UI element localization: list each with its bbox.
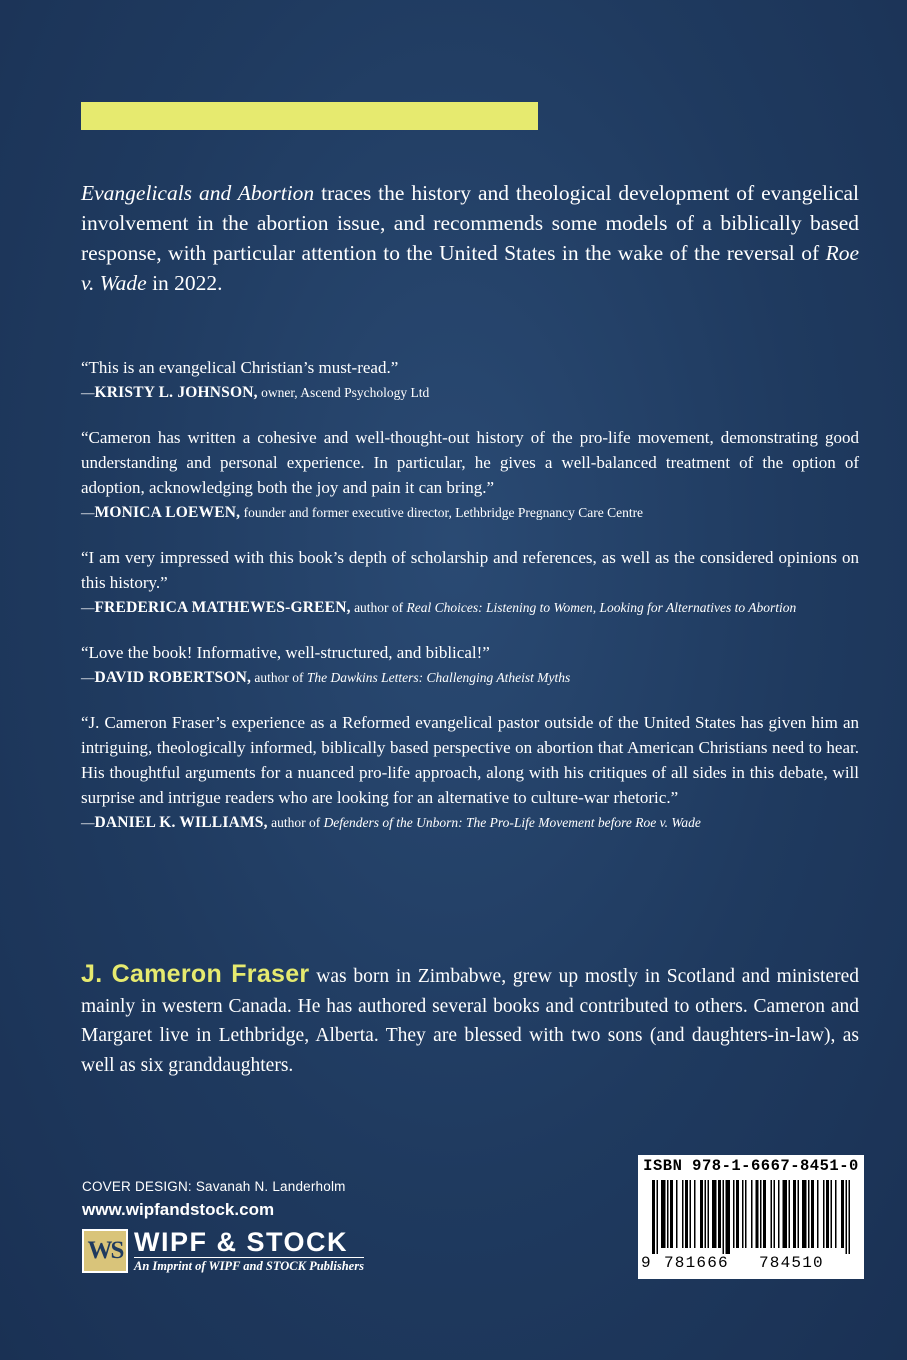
- barcode-bar: [694, 1180, 696, 1248]
- book-blurb: [81, 178, 859, 298]
- publisher-credits: [82, 1178, 364, 1274]
- publisher-website[interactable]: www.wipfandstock.com: [82, 1200, 275, 1219]
- isbn-barcode: [638, 1155, 864, 1279]
- barcode-bar: [712, 1180, 717, 1248]
- endorsement-quote: “Cameron has written a cohesive and well-thought-out history of the pro-life movement, demonstrating good understanding and personal experience. In particular, he gives a well-balanced treatment of the option of adoption, acknowledging both the joy and pain it can bring.”: [81, 428, 859, 497]
- barcode-bar: [808, 1180, 810, 1248]
- endorsement-quote: “This is an evangelical Christian’s must-read.”: [81, 358, 399, 377]
- endorser-book: Real Choices: Listening to Women, Looking for Alternatives to Abortion: [406, 600, 797, 615]
- barcode-bar: [682, 1180, 684, 1248]
- barcode-bar: [718, 1180, 721, 1248]
- barcode-bars: [652, 1180, 852, 1254]
- endorser-name: KRISTY L. JOHNSON,: [94, 384, 258, 401]
- barcode-bar: [676, 1180, 678, 1248]
- barcode-bar: [835, 1180, 837, 1248]
- barcode-bar: [700, 1180, 703, 1248]
- barcode-bar: [846, 1180, 848, 1254]
- barcode-bar: [705, 1180, 707, 1248]
- barcode-bar: [811, 1180, 814, 1248]
- barcode-digits-left: 781666: [664, 1254, 729, 1272]
- endorser-name: MONICA LOEWEN,: [94, 504, 241, 521]
- endorser-role: owner, Ascend Psychology Ltd: [257, 385, 430, 400]
- endorser-name: FREDERICA MATHEWES-GREEN,: [94, 599, 351, 616]
- author-bio: [81, 960, 859, 1080]
- endorsement: [81, 710, 859, 833]
- blurb-text-1: traces the history and theological development of evangelical involvement in the abortion issue, and recommends some models of a biblically based response, with particular attention to the United States in the wake of the reversal of: [81, 181, 859, 265]
- barcode-bar: [760, 1180, 762, 1248]
- blurb-case-name: Roe v. Wade: [81, 241, 859, 295]
- attribution-dash: —: [81, 385, 95, 400]
- publisher-wordmark: [134, 1228, 364, 1274]
- endorser-name: DANIEL K. WILLIAMS,: [94, 814, 268, 831]
- endorsement-attribution: [81, 598, 859, 618]
- barcode-bar: [763, 1180, 766, 1248]
- endorsement-quote: “Love the book! Informative, well-structured, and biblical!”: [81, 643, 490, 662]
- barcode-bar: [771, 1180, 773, 1248]
- endorsement-attribution: [81, 503, 859, 523]
- endorser-name: DAVID ROBERTSON,: [94, 669, 252, 686]
- barcode-digits-right: 784510: [759, 1254, 824, 1272]
- barcode-bar: [726, 1180, 731, 1254]
- barcode-bar: [670, 1180, 673, 1248]
- barcode-bar: [778, 1180, 780, 1248]
- barcode-bar: [751, 1180, 753, 1248]
- barcode-bar: [798, 1180, 800, 1248]
- bio-text: was born in Zimbabwe, grew up mostly in Scotland and ministered mainly in western Canada. He has authored several books and contributed to others. Cameron and Margaret live in Lethbridge, Alberta. They are blessed with two sons (and daughters-in-law), as well as six granddaughters.: [81, 966, 859, 1076]
- attribution-dash: —: [81, 600, 95, 615]
- barcode-bar: [736, 1180, 739, 1248]
- author-name: J. Cameron Fraser: [81, 960, 310, 988]
- barcode-bar: [667, 1180, 669, 1248]
- barcode-bar: [793, 1180, 796, 1248]
- barcode-bar: [685, 1180, 688, 1248]
- blurb-text-2: in 2022.: [146, 271, 223, 295]
- attribution-dash: —: [81, 505, 95, 520]
- barcode-bar: [745, 1180, 747, 1248]
- cover-design-credit: COVER DESIGN: Savanah N. Landerholm: [82, 1179, 346, 1194]
- barcode-bar: [849, 1180, 851, 1254]
- isbn-label: ISBN 978-1-6667-8451-0: [643, 1157, 859, 1175]
- barcode-bar: [817, 1180, 819, 1248]
- endorsement-quote: “J. Cameron Fraser’s experience as a Reformed evangelical pastor outside of the United States has given him an intriguing, theologically informed, biblically based perspective on abortion that American Christians need to hear. His thoughtful arguments for a nuanced pro-life approach, along with his critiques of all sides in this debate, will surprise and intrigue readers who are looking for an alternative to culture-war rhetoric.”: [81, 713, 859, 807]
- endorsement: [81, 355, 859, 403]
- barcode-bar: [723, 1180, 725, 1254]
- endorser-role: author of: [251, 670, 307, 685]
- publisher-imprint: An Imprint of WIPF and STOCK Publishers: [134, 1259, 364, 1273]
- barcode-bar: [841, 1180, 844, 1248]
- barcode-bar: [756, 1180, 759, 1248]
- barcode-bar: [657, 1180, 659, 1254]
- endorsement: [81, 545, 859, 618]
- endorsement-attribution: [81, 668, 859, 688]
- barcode-bar: [831, 1180, 833, 1248]
- barcode-bar: [789, 1180, 791, 1248]
- accent-bar: [81, 102, 538, 130]
- endorser-book: The Dawkins Letters: Challenging Atheist Myths: [306, 670, 571, 685]
- endorsements: [81, 355, 859, 855]
- endorsement-quote: “I am very impressed with this book’s depth of scholarship and references, as well as the considered opinions on this history.”: [81, 548, 859, 592]
- barcode-bar: [802, 1180, 807, 1248]
- endorsement-attribution: [81, 383, 859, 403]
- barcode-bar: [690, 1180, 692, 1248]
- barcode-bar: [733, 1180, 735, 1248]
- publisher-logo: [82, 1228, 364, 1274]
- endorser-role: author of: [267, 815, 324, 830]
- endorser-role: founder and former executive director, Lethbridge Pregnancy Care Centre: [240, 505, 644, 520]
- barcode-digit-first: 9: [641, 1254, 652, 1272]
- endorsement-attribution: [81, 813, 859, 833]
- barcode-bar: [708, 1180, 710, 1248]
- endorsement: [81, 425, 859, 523]
- endorsement: [81, 640, 859, 688]
- barcode-bar: [652, 1180, 655, 1254]
- barcode-bar: [823, 1180, 825, 1248]
- blurb-title: Evangelicals and Abortion: [81, 181, 315, 205]
- barcode-bar: [783, 1180, 788, 1248]
- ws-logo-icon: WS: [82, 1229, 128, 1273]
- endorser-book: Defenders of the Unborn: The Pro-Life Movement before Roe v. Wade: [323, 815, 701, 830]
- attribution-dash: —: [81, 815, 95, 830]
- publisher-name: WIPF & STOCK: [134, 1228, 364, 1258]
- barcode-bar: [742, 1180, 744, 1248]
- barcode-bar: [774, 1180, 776, 1248]
- barcode-bar: [661, 1180, 666, 1248]
- barcode-bar: [826, 1180, 829, 1248]
- attribution-dash: —: [81, 670, 95, 685]
- endorser-role: author of: [350, 600, 407, 615]
